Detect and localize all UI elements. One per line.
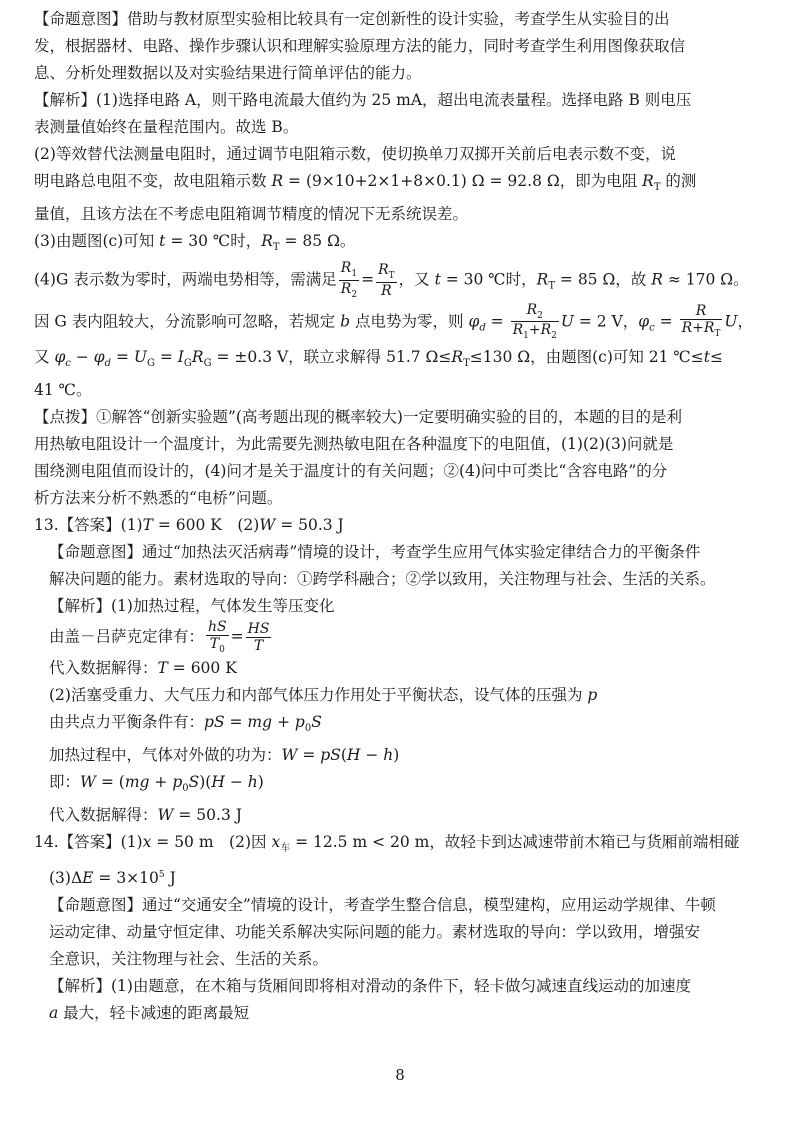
q12-analysis-4-line-4: 41 ℃。	[34, 381, 92, 400]
q12-tips-line-2: 用热敏电阻设计一个温度计，为此需要先测热敏电阻在各种温度下的电阻值，(1)(2)(3)问就是	[34, 435, 674, 454]
q13-answer: 13.【答案】(1)T = 600 K (2)W = 50.3 J	[34, 516, 344, 535]
q14-analysis-line-1: 【解析】(1)由题意，在木箱与货厢间即将相对滑动的条件下，轻卡做匀减速直线运动的加速度	[49, 977, 691, 996]
fraction-rt-r: $\frac{R_T}{R}$	[378, 262, 395, 299]
q12-tips-line-3: 围绕测电阻值而设计的，(4)问才是关于温度计的有关问题；②(4)问中可类比“含容电路”的分	[34, 462, 668, 481]
q12-analysis-2-line-2: 明电路总电阻不变，故电阻箱示数 R = (9×10+2×1+8×0.1) Ω = 92.8 Ω，即为电阻 $R_T$ 的测	[34, 172, 697, 194]
q13-gay-lussac-eq: 由盖－吕萨克定律有： $\frac{hS}{T_0}$ = $\frac{HS}{T}$	[49, 619, 270, 655]
q14-answer-line-1: 14.【答案】(1)x = 50 m (2)因 $x_车 = 12.5$ m < 20 m，故轻卡到达减速带前木箱已与货厢前端相碰	[34, 833, 740, 855]
q13-work-eq-2: 即：$W = (mg + p_0S)(H - h)$	[49, 772, 264, 795]
q12-analysis-4-line-1: (4)G 表示数为零时，两端电势相等，需满足 $\frac{R_1}{R_2}$ = $\frac{R_T}{R}$ ，又 t = 30 ℃时，$R_T = 85$ Ω，故 R ≈ 170 Ω。	[34, 260, 749, 300]
fraction-r1-r2: $\frac{R_1}{R_2}$	[340, 260, 358, 300]
q12-analysis-2-line-1: (2)等效替代法测量电阻时，通过调节电阻箱示数，使切换单刀双掷开关前后电表示数不变，说	[34, 145, 676, 163]
fraction-phi-c: $\frac{R}{R+R_T}$	[681, 303, 721, 340]
fraction-hs-t0: $\frac{hS}{T_0}$	[208, 619, 227, 655]
q12-analysis-1-line-2: 表测量值始终在量程范围内。故选 B。	[34, 118, 299, 136]
q13-result: 代入数据解得：W = 50.3 J	[49, 806, 242, 825]
q12-tips-line-4: 析方法来分析不熟悉的“电桥”问题。	[34, 489, 283, 508]
q12-analysis-2-line-3: 量值，且该方法在不考虑电阻箱调节精度的情况下无系统误差。	[34, 205, 469, 224]
page-number: 8	[395, 1066, 405, 1084]
q13-analysis-line-1: 【解析】(1)加热过程，气体发生等压变化	[49, 597, 335, 616]
q12-tips-line-1: 【点拨】①解答“创新实验题”(高考题出现的概率较大)一定要明确实验的目的，本题的目的是利	[34, 408, 682, 427]
q12-analysis-4-line-2: 因 G 表内阻较大，分流影响可忽略，若规定 b 点电势为零，则 $\varphi_d$ = $\frac{R_2}{R_1+R_2}$ U = 2 V，$\varphi_c$ = $\frac{R}{R+R_T}$ U，	[34, 301, 754, 342]
q12-intent-line-2: 发，根据器材、电路、操作步骤认识和理解实验原理方法的能力，同时考查学生利用图像获取信	[34, 37, 686, 55]
fraction-phi-d: $\frac{R_2}{R_1+R_2}$	[512, 301, 557, 342]
q13-intent-line-1: 【命题意图】通过“加热法灭活病毒”情境的设计，考查学生应用气体实验定律结合力的平衡条件	[49, 543, 701, 562]
q12-intent-line-1: 【命题意图】借助与教材原型实验相比较具有一定创新性的设计实验，考查学生从实验目的出	[34, 10, 670, 28]
q14-intent-line-3: 全意识，关注物理与社会、生活的关系。	[49, 950, 329, 969]
q12-analysis-4-line-3: 又 $\varphi_c - \varphi_d = U_G = I_GR_G = \pm 0.3$ V，联立求解得 51.7 $\Omega\le R_T\le 130$ Ω，由题图(c)可知 21 ℃≤t≤	[34, 347, 723, 370]
fraction-hs-t: $\frac{HS}{T}$	[247, 620, 270, 654]
q12-intent-line-3: 息、分析处理数据以及对实验结果进行简单评估的能力。	[34, 64, 422, 82]
q12-analysis-3: (3)由题图(c)可知 t = 30 ℃时，$R_T = 85$ Ω。	[34, 232, 356, 254]
q13-intent-line-2: 解决问题的能力。素材选取的导向：①跨学科融合；②学以致用，关注物理与社会、生活的关系。	[49, 570, 716, 589]
q13-equilibrium-eq: 由共点力平衡条件有：pS = mg + $p_0S$	[49, 712, 322, 734]
q12-analysis-1-line-1: 【解析】(1)选择电路 A，则干路电流最大值约为 25 mA，超出电流表量程。选择电路 B 则电压	[34, 91, 692, 109]
q14-analysis-line-2: a 最大，轻卡减速的距离最短	[49, 1004, 250, 1023]
q14-intent-line-2: 运动定律、动量守恒定律、功能关系解决实际问题的能力。素材选取的导向：学以致用，增强安	[49, 923, 701, 942]
q14-intent-line-1: 【命题意图】通过“交通安全”情境的设计，考查学生整合信息，模型建构，应用运动学规律、牛顿	[49, 896, 716, 915]
q13-sub-result: 代入数据解得：T = 600 K	[49, 658, 237, 677]
q13-part2-line-1: (2)活塞受重力、大气压力和内部气体压力作用处于平衡状态，设气体的压强为 p	[49, 685, 598, 704]
q14-answer-line-2: $(3)\Delta E = 3\times 10^5$ J	[49, 869, 176, 888]
q13-work-eq: 加热过程中，气体对外做的功为：W = pS(H − h)	[49, 745, 400, 764]
